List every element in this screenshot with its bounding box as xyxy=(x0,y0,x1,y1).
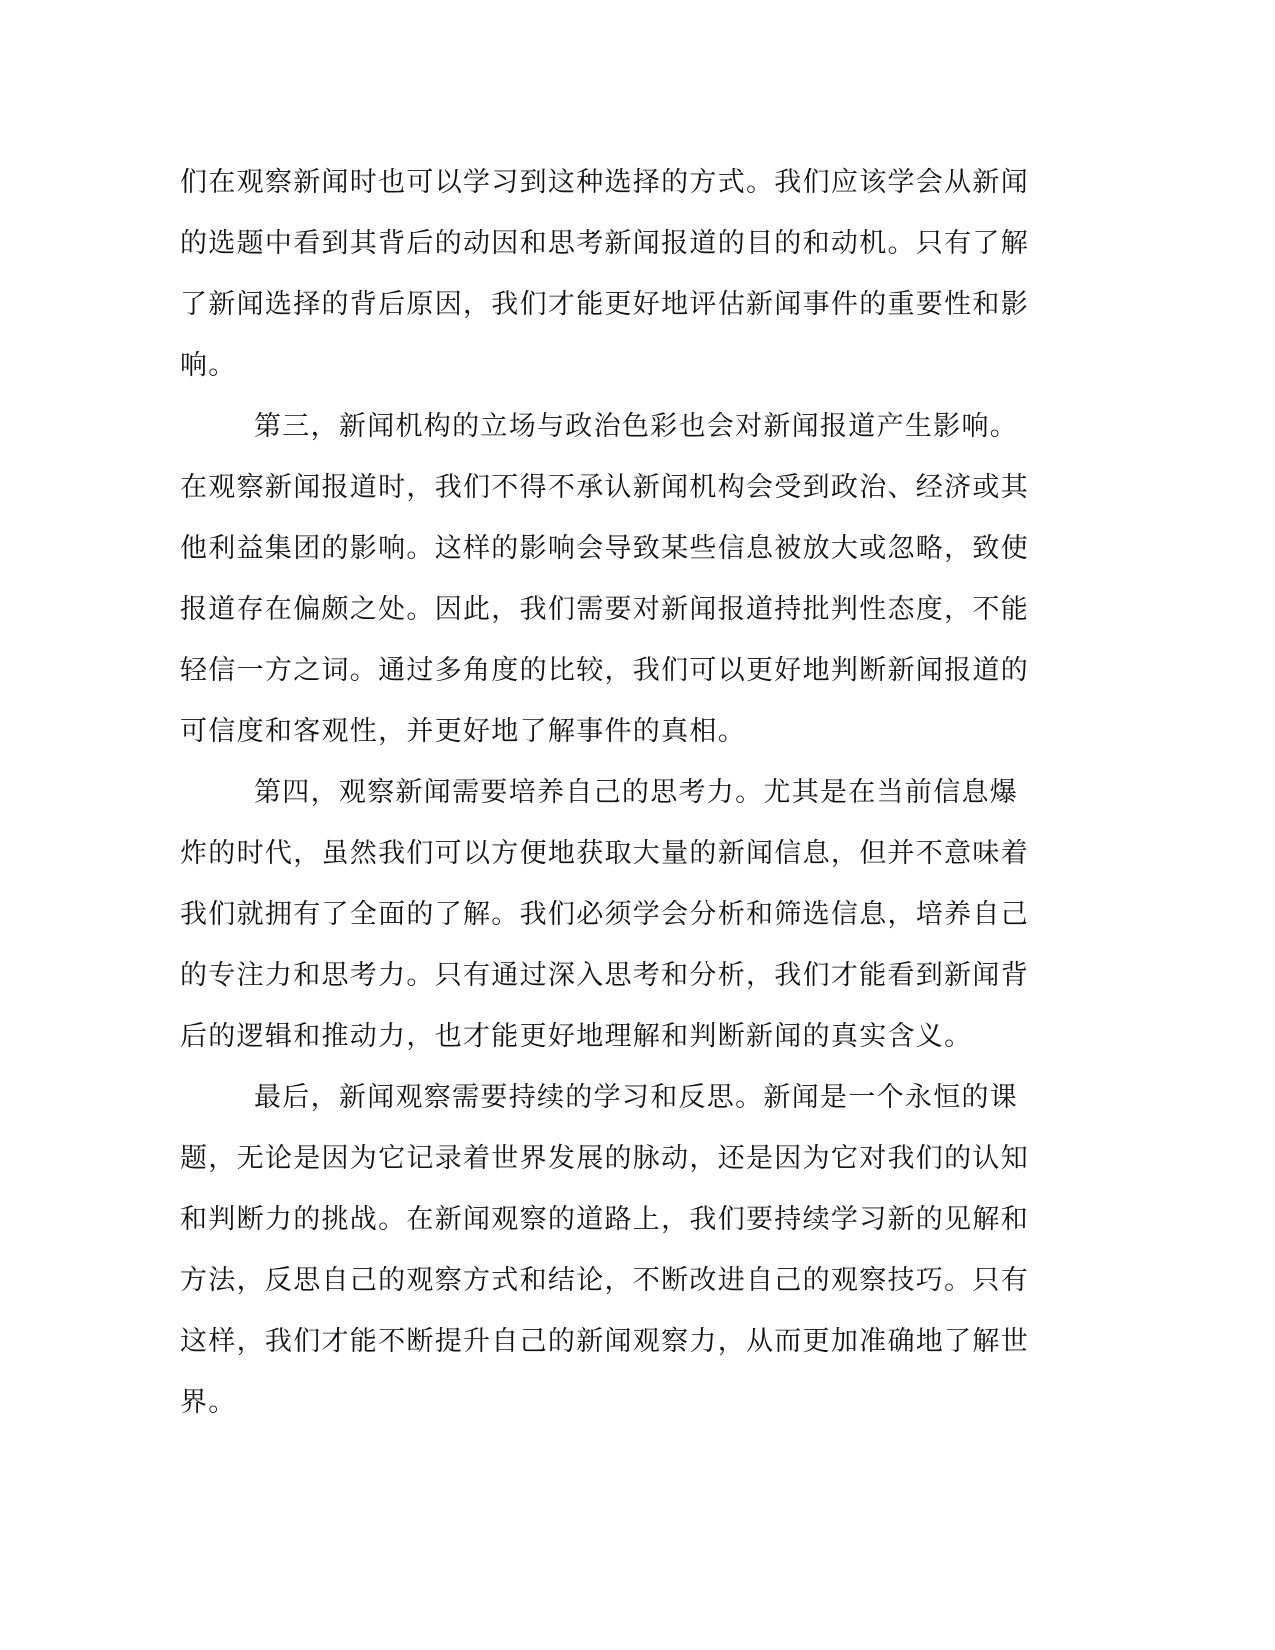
paragraph-conclusion: 最后，新闻观察需要持续的学习和反思。新闻是一个永恒的课题，无论是因为它记录着世界发展的脉动，还是因为它对我们的认知和判断力的挑战。在新闻观察的道路上，我们要持续学习新的见解和方法，反思自己的观察方式和结论，不断改进自己的观察技巧。只有这样，我们才能不断提升自己的新闻观察力，从而更加准确地了解世界。 xyxy=(180,1082,1029,1418)
paragraph-third-point: 第三，新闻机构的立场与政治色彩也会对新闻报道产生影响。在观察新闻报道时，我们不得不承认新闻机构会受到政治、经济或其他利益集团的影响。这样的影响会导致某些信息被放大或忽略，致使报道存在偏颇之处。因此，我们需要对新闻报道持批判性态度，不能轻信一方之词。通过多角度的比较，我们可以更好地判断新闻报道的可信度和客观性，并更好地了解事件的真相。 xyxy=(180,411,1029,747)
paragraph-continuation: 们在观察新闻时也可以学习到这种选择的方式。我们应该学会从新闻的选题中看到其背后的动因和思考新闻报道的目的和动机。只有了解了新闻选择的背后原因，我们才能更好地评估新闻事件的重要性和影响。 xyxy=(180,167,1029,381)
document-body xyxy=(180,152,1030,1433)
paragraph-fourth-point: 第四，观察新闻需要培养自己的思考力。尤其是在当前信息爆炸的时代，虽然我们可以方便地获取大量的新闻信息，但并不意味着我们就拥有了全面的了解。我们必须学会分析和筛选信息，培养自己的专注力和思考力。只有通过深入思考和分析，我们才能看到新闻背后的逻辑和推动力，也才能更好地理解和判断新闻的真实含义。 xyxy=(180,777,1029,1052)
